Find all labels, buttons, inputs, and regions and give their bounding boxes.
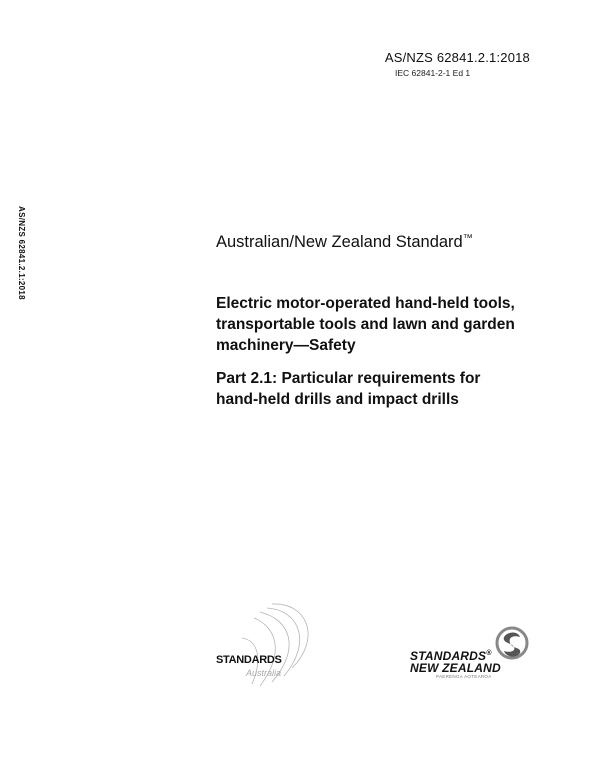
iec-reference: IEC 62841-2-1 Ed 1 xyxy=(395,68,471,78)
part-line: hand-held drills and impact drills xyxy=(216,391,459,408)
standards-australia-subtitle: Australia xyxy=(246,668,282,678)
title-line: Electric motor-operated hand-held tools, xyxy=(216,295,515,312)
registered-mark: ® xyxy=(486,650,492,657)
standards-australia-wordmark: STANDARDS xyxy=(216,654,282,666)
standard-type-text: Australian/New Zealand Standard xyxy=(216,233,463,251)
standard-type xyxy=(216,233,473,252)
document-title xyxy=(216,293,556,356)
trademark-mark: ™ xyxy=(462,233,473,244)
standards-nz-mark-icon xyxy=(494,623,530,669)
title-line: transportable tools and lawn and garden xyxy=(216,316,515,333)
spine-text: AS/NZS 62841.2.1:2018 xyxy=(17,206,26,300)
part-line: Part 2.1: Particular requirements for xyxy=(216,370,481,387)
standards-nz-wordmark xyxy=(410,648,501,674)
snz-line2: NEW ZEALAND xyxy=(410,661,501,675)
snz-line1: STANDARDS xyxy=(410,649,487,663)
standards-nz-subtitle: PAERENGA AOTEAROA xyxy=(436,674,492,679)
document-part-title xyxy=(216,368,556,410)
title-line: machinery—Safety xyxy=(216,337,356,354)
standard-number: AS/NZS 62841.2.1:2018 xyxy=(384,50,530,65)
